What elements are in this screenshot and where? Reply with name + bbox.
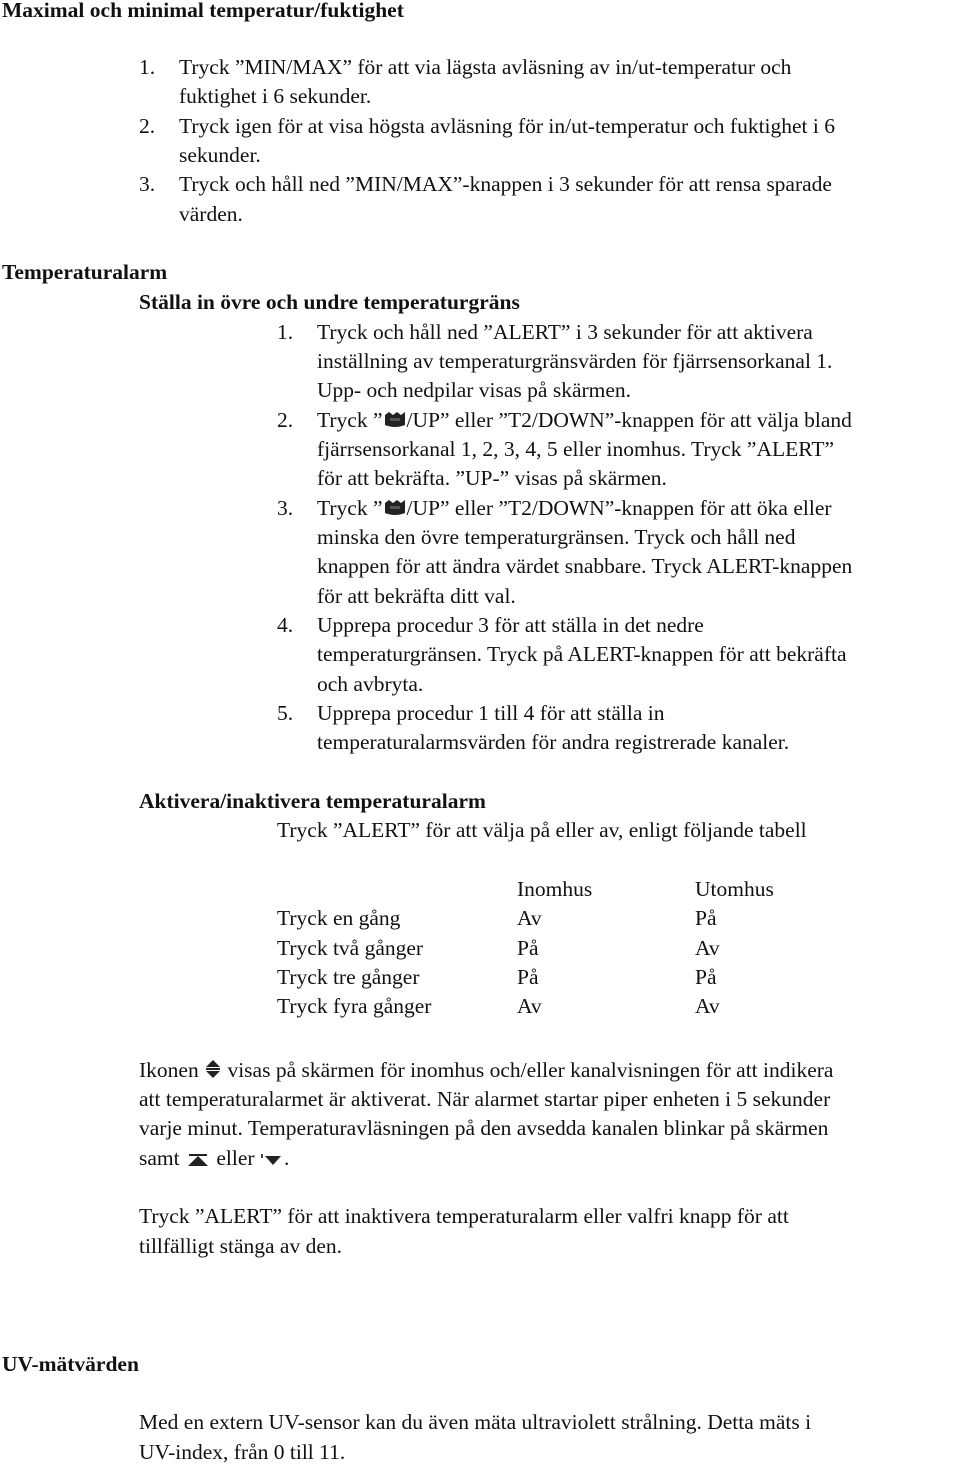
text-run: samt <box>139 1146 180 1170</box>
list-item-text: temperaturgränsen. Tryck på ALERT-knappen för att bekräfta <box>317 642 847 666</box>
list-item-text: Upprepa procedur 3 för att ställa in det nedre <box>317 613 704 637</box>
heading-activate-alarm: Aktivera/inaktivera temperaturalarm <box>139 789 486 813</box>
table-cell: På <box>517 965 539 989</box>
list-number: 1. <box>139 55 156 79</box>
paragraph-line: Med en extern UV-sensor kan du även mäta ultraviolett strålning. Detta mäts i <box>139 1410 812 1434</box>
sensor-channel-icon <box>383 408 407 437</box>
paragraph-line: varje minut. Temperaturavläsningen på den avsedda kanalen blinkar på skärmen <box>139 1116 829 1140</box>
table-cell: Av <box>517 994 542 1018</box>
list-item-text: fjärrsensorkanal 1, 2, 3, 4, 5 eller inomhus. Tryck ”ALERT” <box>317 437 834 461</box>
list-item-text: Tryck igen för at visa högsta avläsning för in/ut-temperatur och fuktighet i 6 <box>179 114 836 138</box>
list-number: 4. <box>277 613 294 637</box>
table-row-label: Tryck två gånger <box>277 936 424 960</box>
list-number: 3. <box>139 172 156 196</box>
list-item-text: minska den övre temperaturgränsen. Tryck och håll ned <box>317 525 796 549</box>
list-item-text: värden. <box>179 202 243 226</box>
alarm-up-down-icon <box>204 1058 222 1087</box>
paragraph-line: UV-index, från 0 till 11. <box>139 1440 346 1464</box>
paragraph-line: att temperaturalarmet är aktiverat. När alarmet startar piper enheten i 5 sekunder <box>139 1087 831 1111</box>
list-number: 5. <box>277 701 294 725</box>
table-cell: Av <box>695 994 720 1018</box>
list-item-text: för att bekräfta ditt val. <box>317 584 516 608</box>
list-item-text: Tryck och håll ned ”ALERT” i 3 sekunder för att aktivera <box>317 320 813 344</box>
paragraph-line: tillfälligt stänga av den. <box>139 1234 343 1258</box>
table-row-label: Tryck tre gånger <box>277 965 420 989</box>
table-cell: På <box>517 936 539 960</box>
table-header-inomhus: Inomhus <box>517 877 593 901</box>
table-row-label: Tryck en gång <box>277 906 401 930</box>
text-run: Tryck ” <box>317 408 383 432</box>
list-number: 1. <box>277 320 294 344</box>
list-item-text: temperaturalarmsvärden för andra registrerade kanaler. <box>317 730 790 754</box>
list-item-text: Tryck och håll ned ”MIN/MAX”-knappen i 3 sekunder för att rensa sparade <box>179 172 832 196</box>
text-run: /UP” eller ”T2/DOWN”-knappen för att välja bland <box>406 408 852 432</box>
sensor-channel-icon <box>383 496 407 525</box>
paragraph-line <box>139 1144 289 1175</box>
list-item-text <box>317 494 832 525</box>
list-item-text: Tryck ”MIN/MAX” för att via lägsta avläsning av in/ut-temperatur och <box>179 55 792 79</box>
text-run: eller <box>216 1146 255 1170</box>
list-item-text: sekunder. <box>179 143 261 167</box>
subheading-limits: Ställa in övre och undre temperaturgräns <box>139 290 520 314</box>
list-item-text: Upprepa procedur 1 till 4 för att ställa in <box>317 701 665 725</box>
table-cell: Av <box>517 906 542 930</box>
intro-text: Tryck ”ALERT” för att välja på eller av, enligt följande tabell <box>277 818 807 842</box>
text-run: Tryck ” <box>317 496 383 520</box>
table-cell: På <box>695 965 717 989</box>
alarm-down-icon <box>260 1146 284 1175</box>
heading-uv: UV-mätvärden <box>2 1352 139 1376</box>
table-row-label: Tryck fyra gånger <box>277 994 432 1018</box>
list-item-text: knappen för att ändra värdet snabbare. Tryck ALERT-knappen <box>317 554 853 578</box>
list-number: 3. <box>277 496 294 520</box>
list-item-text: inställning av temperaturgränsvärden för fjärrsensorkanal 1. <box>317 349 833 373</box>
heading-temperaturalarm: Temperaturalarm <box>2 260 168 284</box>
list-item-text: och avbryta. <box>317 672 424 696</box>
list-number: 2. <box>277 408 294 432</box>
list-item-text <box>317 406 852 437</box>
alarm-up-icon <box>185 1146 211 1175</box>
text-run: Ikonen <box>139 1058 199 1082</box>
list-number: 2. <box>139 114 156 138</box>
text-run: . <box>283 1146 290 1170</box>
text-run: /UP” eller ”T2/DOWN”-knappen för att öka eller <box>406 496 832 520</box>
list-item-text: för att bekräfta. ”UP-” visas på skärmen. <box>317 466 667 490</box>
table-cell: Av <box>695 936 720 960</box>
list-item-text: Upp- och nedpilar visas på skärmen. <box>317 378 632 402</box>
table-cell: På <box>695 906 717 930</box>
text-run: visas på skärmen för inomhus och/eller kanalvisningen för att indikera <box>227 1058 834 1082</box>
table-header-utomhus: Utomhus <box>695 877 774 901</box>
list-item-text: fuktighet i 6 sekunder. <box>179 84 372 108</box>
paragraph-line: Tryck ”ALERT” för att inaktivera temperaturalarm eller valfri knapp för att <box>139 1204 789 1228</box>
heading-minmax: Maximal och minimal temperatur/fuktighet <box>2 0 404 22</box>
paragraph-line <box>139 1056 833 1087</box>
